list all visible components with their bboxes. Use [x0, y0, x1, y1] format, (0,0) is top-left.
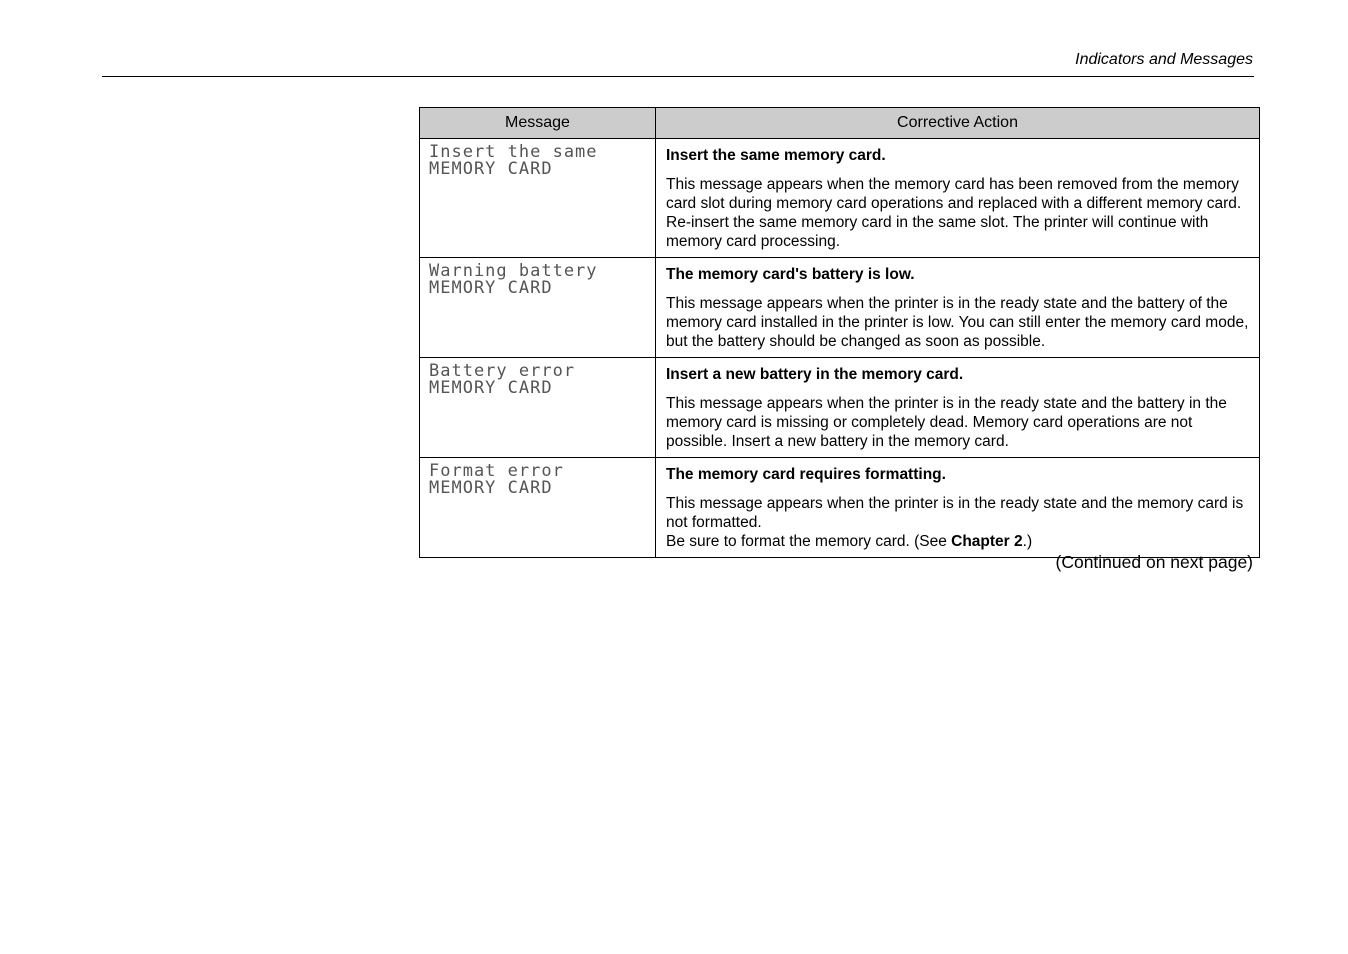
page-header-title: Indicators and Messages: [1075, 51, 1253, 68]
message-cell: [420, 258, 656, 358]
messages-table: [419, 107, 1260, 558]
action-description: This message appears when the printer is in the ready state and the battery in the memory card is missing or completely dead. Memory card operations are not possible. Insert a new battery in the memory card.: [666, 395, 1227, 450]
action-headline: Insert a new battery in the memory card.: [666, 366, 964, 383]
action-description: [666, 494, 1249, 551]
lcd-message: [420, 458, 655, 497]
chapter-reference: Chapter 2: [951, 533, 1023, 550]
lcd-line-1: Warning battery: [429, 261, 598, 281]
lcd-message: [420, 258, 655, 297]
action-cell: [656, 139, 1260, 258]
lcd-line-1: Insert the same: [429, 142, 598, 162]
table-row: [420, 458, 1260, 558]
action-cell: [656, 258, 1260, 358]
action-cell: [656, 458, 1260, 558]
lcd-line-1: Format error: [429, 461, 564, 481]
action-headline: The memory card requires formatting.: [666, 466, 946, 483]
message-cell: [420, 358, 656, 458]
action-description-text: This message appears when the printer is in the ready state and the memory card is not formatted.: [666, 495, 1244, 531]
message-cell: [420, 139, 656, 258]
column-header-corrective-action: Corrective Action: [656, 108, 1260, 139]
lcd-line-2: MEMORY CARD: [429, 478, 553, 498]
lcd-line-2: MEMORY CARD: [429, 278, 553, 298]
action-description: This message appears when the printer is in the ready state and the battery of the memory card installed in the printer is low. You can still enter the memory card mode, but the battery should be changed as soon as possible.: [666, 295, 1249, 350]
action-description-prefix: Be sure to format the memory card. (See: [666, 533, 952, 550]
table-row: [420, 139, 1260, 258]
lcd-line-1: Battery error: [429, 361, 576, 381]
lcd-message: [420, 358, 655, 397]
continued-note: (Continued on next page): [1055, 552, 1253, 572]
lcd-message: [420, 139, 655, 178]
message-cell: [420, 458, 656, 558]
action-cell: [656, 358, 1260, 458]
action-description-suffix: .): [1022, 533, 1033, 550]
action-headline: Insert the same memory card.: [666, 147, 886, 164]
action-description: This message appears when the memory card has been removed from the memory card slot during memory card operations and replaced with a different memory card. Re-insert the same memory card in the same slot. The printer will continue with memory card processing.: [666, 176, 1242, 250]
lcd-line-2: MEMORY CARD: [429, 378, 553, 398]
table-row: [420, 258, 1260, 358]
column-header-message: Message: [420, 108, 656, 139]
action-headline: The memory card's battery is low.: [666, 266, 915, 283]
table-header-row: [420, 108, 1260, 139]
lcd-line-2: MEMORY CARD: [429, 159, 553, 179]
table-row: [420, 358, 1260, 458]
header-divider: [102, 76, 1254, 77]
